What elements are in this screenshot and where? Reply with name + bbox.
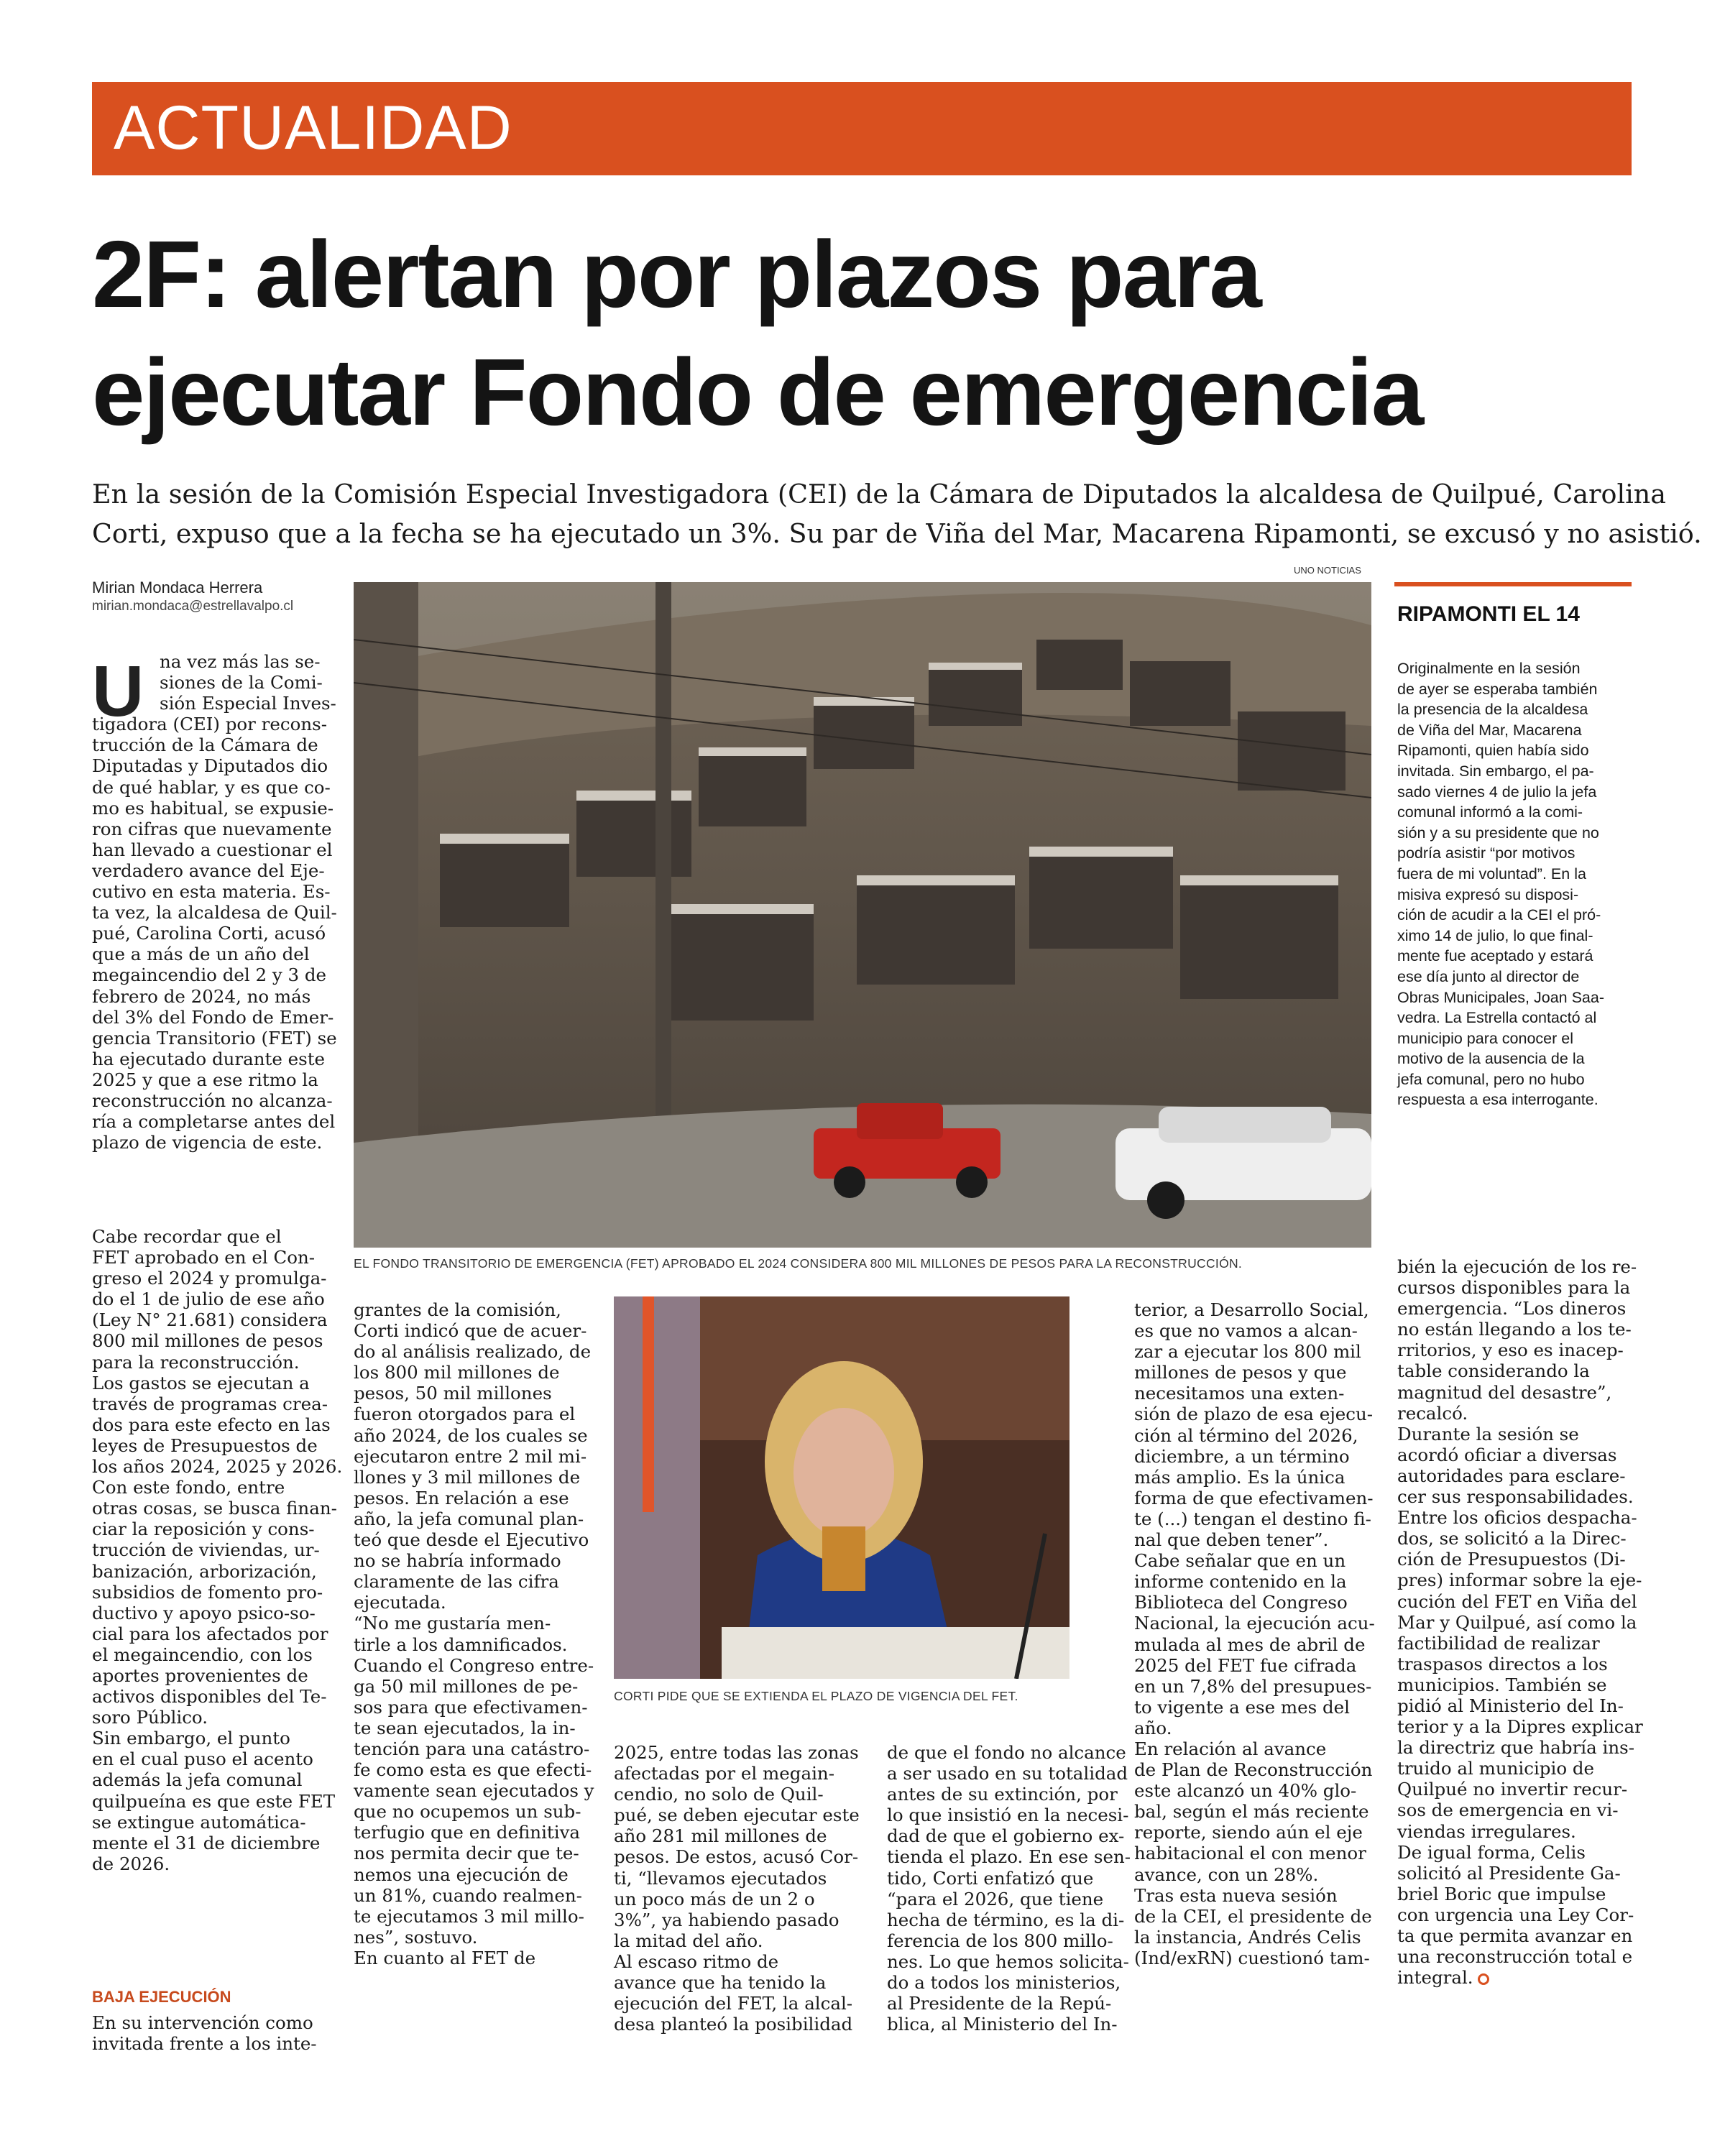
portrait-illustration bbox=[614, 1296, 1070, 1679]
body-line: ferencia de los 800 millo- bbox=[887, 1930, 1113, 1951]
body-line: ha ejecutado durante este bbox=[92, 1048, 326, 1069]
hillside-illustration bbox=[354, 582, 1371, 1248]
second-photo-corti bbox=[614, 1296, 1070, 1679]
body-column-5 bbox=[1134, 1299, 1376, 1968]
body-line: “para el 2026, que tiene bbox=[887, 1888, 1104, 1909]
body-line: ga 50 mil millones de pe- bbox=[354, 1675, 579, 1697]
body-line: rritorios, y eso es inacep- bbox=[1397, 1340, 1624, 1361]
body-line: siones de la Comi- bbox=[160, 672, 323, 694]
body-line: cendio, no solo de Quil- bbox=[614, 1784, 824, 1805]
sidebar-line: invitada. Sin embargo, el pa- bbox=[1397, 762, 1594, 780]
body-line: han llevado a cuestionar el bbox=[92, 839, 333, 860]
body-line: blica, al Ministerio del In- bbox=[887, 2014, 1118, 2035]
body-line: te sean ejecutados, la in- bbox=[354, 1717, 576, 1738]
body-line: Quilpué no invertir recur- bbox=[1397, 1779, 1628, 1800]
sidebar-line: respuesta a esa interrogante. bbox=[1397, 1091, 1598, 1109]
body-line: megaincendio del 2 y 3 de bbox=[92, 964, 327, 986]
body-line: “No me gustaría men- bbox=[354, 1613, 551, 1634]
body-line: tido, Corti enfatizó que bbox=[887, 1867, 1094, 1889]
body-line: informe contenido en la bbox=[1134, 1571, 1347, 1593]
body-line: ti, “llevamos ejecutados bbox=[614, 1867, 827, 1889]
body-line: nal que deben tener”. bbox=[1134, 1529, 1329, 1551]
body-line: mo es habitual, se expusie- bbox=[92, 797, 334, 819]
body-line: nos permita decir que te- bbox=[354, 1843, 579, 1864]
body-line: Biblioteca del Congreso bbox=[1134, 1592, 1348, 1613]
body-line: ta que permita avanzar en bbox=[1397, 1925, 1633, 1946]
body-line: de qué hablar, y es que co- bbox=[92, 776, 331, 798]
body-line: dos para este efecto en las bbox=[92, 1414, 331, 1435]
body-line: trucción de la Cámara de bbox=[92, 734, 318, 756]
body-line: diciembre, a un término bbox=[1134, 1445, 1350, 1467]
sidebar-line: motivo de la ausencia de la bbox=[1397, 1050, 1585, 1068]
body-line: Mar y Quilpué, así como la bbox=[1397, 1611, 1637, 1633]
body-line: dad de que el gobierno ex- bbox=[887, 1825, 1125, 1847]
body-line: que a más de un año del bbox=[92, 944, 310, 965]
body-column-6 bbox=[1397, 1256, 1643, 1989]
body-line: de Plan de Reconstrucción bbox=[1134, 1759, 1373, 1781]
body-line: los años 2024, 2025 y 2026. bbox=[92, 1456, 343, 1478]
body-line: no están llegando a los te- bbox=[1397, 1319, 1632, 1340]
body-line: te (...) tengan el destino fi- bbox=[1134, 1508, 1371, 1529]
body-line: 2025 del FET fue cifrada bbox=[1134, 1654, 1357, 1676]
body-line: año, la jefa comunal plan- bbox=[354, 1508, 584, 1529]
lead-paragraph bbox=[92, 474, 1702, 553]
body-line: terior, a Desarrollo Social, bbox=[1134, 1299, 1369, 1320]
body-line: pesos. De estos, acusó Cor- bbox=[614, 1846, 859, 1868]
sidebar-rule bbox=[1394, 582, 1632, 586]
body-line: plazo de vigencia de este. bbox=[92, 1132, 323, 1153]
body-line: del 3% del Fondo de Emer- bbox=[92, 1006, 334, 1028]
body-line: lo que insistió en la necesi- bbox=[887, 1805, 1129, 1826]
second-photo-caption: CORTI PIDE QUE SE EXTIENDA EL PLAZO DE VIGENCIA DEL FET. bbox=[614, 1689, 1018, 1703]
body-line: tirle a los damnificados. bbox=[354, 1634, 568, 1655]
body-line: quilpueína es que este FET bbox=[92, 1790, 336, 1812]
body-column-1-bottom bbox=[92, 1226, 343, 1874]
body-line: Nacional, la ejecución acu- bbox=[1134, 1613, 1375, 1634]
drop-cap: U bbox=[92, 651, 144, 732]
body-line: acordó oficiar a diversas bbox=[1397, 1444, 1617, 1465]
body-line: do a todos los ministerios, bbox=[887, 1972, 1121, 1994]
body-line: emergencia. “Los dineros bbox=[1397, 1298, 1627, 1319]
subhead: BAJA EJECUCIÓN bbox=[92, 1988, 231, 2006]
body-line: pres) informar sobre la eje- bbox=[1397, 1570, 1642, 1591]
body-line: traspasos directos a los bbox=[1397, 1653, 1608, 1674]
body-line: Cabe recordar que el bbox=[92, 1226, 282, 1247]
body-column-1-top bbox=[92, 651, 337, 1153]
body-line: do el 1 de julio de ese año bbox=[92, 1289, 325, 1310]
body-line: Diputadas y Diputados dio bbox=[92, 755, 328, 777]
sidebar-line: ese día junto al director de bbox=[1397, 967, 1580, 985]
body-line: factibilidad de realizar bbox=[1397, 1632, 1600, 1654]
body-line: se extingue automática- bbox=[92, 1811, 306, 1833]
body-line: fueron otorgados para el bbox=[354, 1404, 576, 1425]
body-line: pesos, 50 mil millones bbox=[354, 1383, 552, 1404]
body-line: febrero de 2024, no más bbox=[92, 985, 311, 1007]
body-line: habitacional el con menor bbox=[1134, 1843, 1366, 1864]
body-line: do al análisis realizado, de bbox=[354, 1341, 592, 1363]
body-line: nes. Lo que hemos solicita- bbox=[887, 1950, 1129, 1972]
body-line: Con este fondo, entre bbox=[92, 1477, 285, 1498]
body-line: (Ley N° 21.681) considera bbox=[92, 1309, 328, 1331]
body-line: sión de plazo de esa ejecu- bbox=[1134, 1404, 1374, 1425]
body-line: millones de pesos y que bbox=[1134, 1362, 1347, 1383]
sidebar-line: Obras Municipales, Joan Saa- bbox=[1397, 988, 1605, 1006]
body-line: activos disponibles del Te- bbox=[92, 1686, 327, 1708]
body-line: 800 mil millones de pesos bbox=[92, 1330, 323, 1352]
body-line: ría a completarse antes del bbox=[92, 1111, 336, 1133]
body-line: claramente de las cifra bbox=[354, 1571, 559, 1593]
body-line: forma de que efectivamen- bbox=[1134, 1487, 1374, 1508]
sidebar-line: Ripamonti, quien había sido bbox=[1397, 742, 1589, 760]
body-line: sos para que efectivamen- bbox=[354, 1696, 588, 1718]
body-line: el megaincendio, con los bbox=[92, 1644, 313, 1665]
body-line: cución del FET en Viña del bbox=[1397, 1590, 1637, 1612]
body-line: trucción de viviendas, ur- bbox=[92, 1539, 320, 1561]
body-line: Los gastos se ejecutan a bbox=[92, 1372, 310, 1393]
body-line: municipios. También se bbox=[1397, 1674, 1607, 1695]
sidebar-line: la presencia de la alcaldesa bbox=[1397, 701, 1588, 719]
body-line: Cuando el Congreso entre- bbox=[354, 1654, 594, 1676]
main-photo-burned-hillside bbox=[354, 582, 1371, 1248]
sidebar-line: ximo 14 de julio, lo que final- bbox=[1397, 926, 1593, 944]
body-line: zar a ejecutar los 800 mil bbox=[1134, 1341, 1361, 1363]
body-line: pidió al Ministerio del In- bbox=[1397, 1695, 1624, 1716]
body-line: más amplio. Es la única bbox=[1134, 1466, 1346, 1488]
body-line: 2025 y que a ese ritmo la bbox=[92, 1069, 318, 1090]
body-line: bal, según el más reciente bbox=[1134, 1801, 1369, 1823]
body-line: table considerando la bbox=[1397, 1360, 1590, 1382]
body-line: los 800 mil millones de bbox=[354, 1362, 560, 1383]
body-line: cer sus responsabilidades. bbox=[1397, 1486, 1634, 1508]
body-line: una reconstrucción total e bbox=[1397, 1946, 1633, 1968]
body-line: autoridades para esclare- bbox=[1397, 1465, 1626, 1486]
body-line: En su intervención como bbox=[92, 2012, 313, 2033]
body-line: 3%”, ya habiendo pasado bbox=[614, 1909, 840, 1930]
body-line: desa planteó la posibilidad bbox=[614, 2014, 853, 2035]
body-line: ron cifras que nuevamente bbox=[92, 818, 332, 839]
body-line: magnitud del desastre”, bbox=[1397, 1381, 1612, 1403]
body-line: tigadora (CEI) por recons- bbox=[92, 714, 327, 735]
body-line: es que no vamos a alcan- bbox=[1134, 1320, 1358, 1342]
photo-credit: UNO NOTICIAS bbox=[1294, 565, 1361, 576]
headline bbox=[92, 216, 1673, 451]
body-line: leyes de Presupuestos de bbox=[92, 1434, 318, 1456]
body-line: pué, se deben ejecutar este bbox=[614, 1805, 860, 1826]
body-line: ejecutaron entre 2 mil mi- bbox=[354, 1445, 587, 1467]
body-line: hecha de término, es la di- bbox=[887, 1909, 1125, 1930]
headline-line-1: 2F: alertan por plazos para bbox=[92, 221, 1261, 327]
body-line: Entre los oficios despacha- bbox=[1397, 1507, 1637, 1529]
body-line: en un 7,8% del presupues- bbox=[1134, 1675, 1372, 1697]
body-line: ciar la reposición y cons- bbox=[92, 1519, 315, 1540]
body-line: banización, arborización, bbox=[92, 1560, 317, 1582]
lead-line-1: En la sesión de la Comisión Especial Investigadora (CEI) de la Cámara de Diputados la alcaldesa de Quilpué, Carolina bbox=[92, 479, 1667, 510]
body-line: aportes provenientes de bbox=[92, 1664, 308, 1686]
main-photo-caption: EL FONDO TRANSITORIO DE EMERGENCIA (FET) APROBADO EL 2024 CONSIDERA 800 MIL MILLONES DE PESOS PARA LA RECONSTRUCCIÓN. bbox=[354, 1256, 1243, 1271]
sidebar-line: fuera de mi voluntad”. En la bbox=[1397, 865, 1586, 883]
body-line: verdadero avance del Eje- bbox=[92, 860, 325, 881]
body-line: año 281 mil millones de bbox=[614, 1825, 827, 1847]
body-line: pué, Carolina Corti, acusó bbox=[92, 923, 326, 944]
body-line: Cabe señalar que en un bbox=[1134, 1550, 1346, 1572]
sidebar-line: de Viña del Mar, Macarena bbox=[1397, 721, 1582, 739]
body-line: no se habría informado bbox=[354, 1550, 561, 1572]
sidebar-line: podría asistir “por motivos bbox=[1397, 844, 1576, 862]
body-line: afectadas por el megain- bbox=[614, 1763, 834, 1784]
body-line: de la CEI, el presidente de bbox=[1134, 1905, 1372, 1927]
body-line: (Ind/exRN) cuestionó tam- bbox=[1134, 1947, 1370, 1968]
byline-author: Mirian Mondaca Herrera bbox=[92, 579, 263, 596]
body-line: truido al municipio de bbox=[1397, 1758, 1595, 1779]
sidebar-line: municipio para conocer el bbox=[1397, 1029, 1573, 1047]
body-line: vamente sean ejecutados y bbox=[354, 1780, 594, 1802]
body-line: de que el fondo no alcance bbox=[887, 1742, 1126, 1763]
body-line: bién la ejecución de los re- bbox=[1397, 1256, 1637, 1277]
body-line: Sin embargo, el punto bbox=[92, 1728, 290, 1749]
body-line: ción al término del 2026, bbox=[1134, 1424, 1358, 1446]
body-line: greso el 2024 y promulga- bbox=[92, 1268, 327, 1289]
sidebar-line: sado viernes 4 de julio la jefa bbox=[1397, 783, 1597, 801]
body-line: la instancia, Andrés Celis bbox=[1134, 1926, 1361, 1948]
body-line: De igual forma, Celis bbox=[1397, 1841, 1586, 1863]
body-line: mulada al mes de abril de bbox=[1134, 1634, 1366, 1655]
body-line: sos de emergencia en vi- bbox=[1397, 1800, 1619, 1821]
body-line: que no ocupemos un sub- bbox=[354, 1801, 581, 1823]
body-line: invitada frente a los inte- bbox=[92, 2033, 317, 2055]
body-line: pesos. En relación a ese bbox=[354, 1487, 569, 1508]
body-line: tienda el plazo. En ese sen- bbox=[887, 1846, 1131, 1868]
body-line: de 2026. bbox=[92, 1853, 170, 1874]
sidebar-body bbox=[1397, 658, 1632, 1110]
body-line: para la reconstrucción. bbox=[92, 1351, 300, 1373]
sidebar-title: RIPAMONTI EL 14 bbox=[1397, 602, 1580, 626]
body-line: grantes de la comisión, bbox=[354, 1299, 561, 1320]
body-line: solicitó al Presidente Ga- bbox=[1397, 1862, 1621, 1884]
body-line: En cuanto al FET de bbox=[354, 1947, 536, 1968]
body-line: nes”, sostuvo. bbox=[354, 1926, 478, 1948]
body-line: to vigente a ese mes del bbox=[1134, 1696, 1351, 1718]
body-line: año. bbox=[1134, 1717, 1172, 1738]
body-column-4 bbox=[887, 1742, 1131, 2035]
body-line: briel Boric que impulse bbox=[1397, 1883, 1606, 1904]
body-line: la directriz que habría ins- bbox=[1397, 1737, 1634, 1759]
sidebar-line: Originalmente en la sesión bbox=[1397, 660, 1581, 677]
body-line: terior y a la Dipres explicar bbox=[1397, 1716, 1643, 1738]
body-line: al Presidente de la Repú- bbox=[887, 1993, 1112, 2014]
body-line: cursos disponibles para la bbox=[1397, 1277, 1631, 1299]
body-line: con urgencia una Ley Cor- bbox=[1397, 1904, 1634, 1925]
body-line: fe como esta es que efecti- bbox=[354, 1759, 592, 1781]
body-line: En relación al avance bbox=[1134, 1738, 1327, 1759]
body-line: terfugio que en definitiva bbox=[354, 1822, 581, 1843]
sidebar-line: vedra. La Estrella contactó al bbox=[1397, 1009, 1597, 1027]
sidebar-line: mente fue aceptado y estará bbox=[1397, 947, 1593, 965]
body-line: tención para una catástro- bbox=[354, 1738, 590, 1759]
body-line: sión Especial Inves- bbox=[160, 693, 336, 714]
body-line: te ejecutamos 3 mil millo- bbox=[354, 1905, 584, 1927]
body-column-2 bbox=[354, 1299, 594, 1968]
body-line: un poco más de un 2 o bbox=[614, 1888, 815, 1909]
body-line: soro Público. bbox=[92, 1707, 208, 1728]
body-line: a ser usado en su totalidad bbox=[887, 1763, 1128, 1784]
body-line: la mitad del año. bbox=[614, 1930, 763, 1951]
body-line: llones y 3 mil millones de bbox=[354, 1466, 581, 1488]
body-line: avance, con un 28%. bbox=[1134, 1864, 1319, 1885]
body-column-1-after-subhead bbox=[92, 2012, 336, 2054]
body-line: ta vez, la alcaldesa de Quil- bbox=[92, 902, 337, 923]
body-line: través de programas crea- bbox=[92, 1393, 328, 1414]
body-line: ejecución del FET, la alcal- bbox=[614, 1993, 853, 2014]
end-mark-icon bbox=[1478, 1973, 1489, 1985]
body-line: subsidios de fomento pro- bbox=[92, 1581, 323, 1603]
headline-line-2: ejecutar Fondo de emergencia bbox=[92, 339, 1423, 445]
body-line: necesitamos una exten- bbox=[1134, 1383, 1345, 1404]
body-line: ción de Presupuestos (Di- bbox=[1397, 1549, 1626, 1570]
body-line: mente el 31 de diciembre bbox=[92, 1832, 321, 1853]
body-line: antes de su extinción, por bbox=[887, 1784, 1118, 1805]
sidebar-line: de ayer se esperaba también bbox=[1397, 680, 1598, 698]
body-line: 2025, entre todas las zonas bbox=[614, 1742, 859, 1763]
sidebar-line: misiva expresó su disposi- bbox=[1397, 885, 1579, 903]
body-line: año 2024, de los cuales se bbox=[354, 1424, 588, 1446]
body-line: cutivo en esta materia. Es- bbox=[92, 881, 331, 903]
body-line: ductivo y apoyo psico-so- bbox=[92, 1602, 316, 1623]
body-line: dos, se solicitó a la Direc- bbox=[1397, 1528, 1627, 1549]
body-line: nemos una ejecución de bbox=[354, 1864, 569, 1885]
body-line: un 81%, cuando realmen- bbox=[354, 1884, 582, 1906]
body-line: avance que ha tenido la bbox=[614, 1972, 827, 1994]
sidebar-line: jefa comunal, pero no hubo bbox=[1397, 1070, 1585, 1088]
body-line: viendas irregulares. bbox=[1397, 1820, 1576, 1842]
sidebar-line: sión y a su presidente que no bbox=[1397, 824, 1599, 842]
lead-line-2: Corti, expuso que a la fecha se ha ejecutado un 3%. Su par de Viña del Mar, Macarena Ripamonti, se excusó y no asistió. bbox=[92, 518, 1702, 549]
body-column-3 bbox=[614, 1742, 860, 2035]
sidebar-line: comunal informó a la comi- bbox=[1397, 803, 1583, 821]
body-line: este alcanzó un 40% glo- bbox=[1134, 1780, 1357, 1802]
section-label: ACTUALIDAD bbox=[114, 93, 512, 162]
body-line: en el cual puso el acento bbox=[92, 1749, 313, 1770]
body-line: reconstrucción no alcanza- bbox=[92, 1089, 333, 1111]
sidebar-line: ción de acudir a la CEI el pró- bbox=[1397, 906, 1601, 924]
body-line: Tras esta nueva sesión bbox=[1134, 1884, 1338, 1906]
body-line: ejecutada. bbox=[354, 1592, 446, 1613]
body-line: teó que desde el Ejecutivo bbox=[354, 1529, 589, 1551]
body-line: Durante la sesión se bbox=[1397, 1423, 1579, 1445]
byline-email: mirian.mondaca@estrellavalpo.cl bbox=[92, 599, 294, 614]
body-line: gencia Transitorio (FET) se bbox=[92, 1027, 337, 1049]
body-line: recalcó. bbox=[1397, 1402, 1468, 1424]
body-line: integral. bbox=[1397, 1967, 1634, 1988]
body-line: además la jefa comunal bbox=[92, 1769, 303, 1791]
body-line: Al escaso ritmo de bbox=[614, 1950, 779, 1972]
body-line: cial para los afectados por bbox=[92, 1623, 328, 1644]
body-line: FET aprobado en el Con- bbox=[92, 1247, 316, 1268]
body-line: na vez más las se- bbox=[160, 651, 321, 672]
body-line: reporte, siendo aún el eje bbox=[1134, 1822, 1363, 1843]
body-line: otras cosas, se busca finan- bbox=[92, 1498, 337, 1519]
body-line: Corti indicó que de acuer- bbox=[354, 1320, 587, 1342]
